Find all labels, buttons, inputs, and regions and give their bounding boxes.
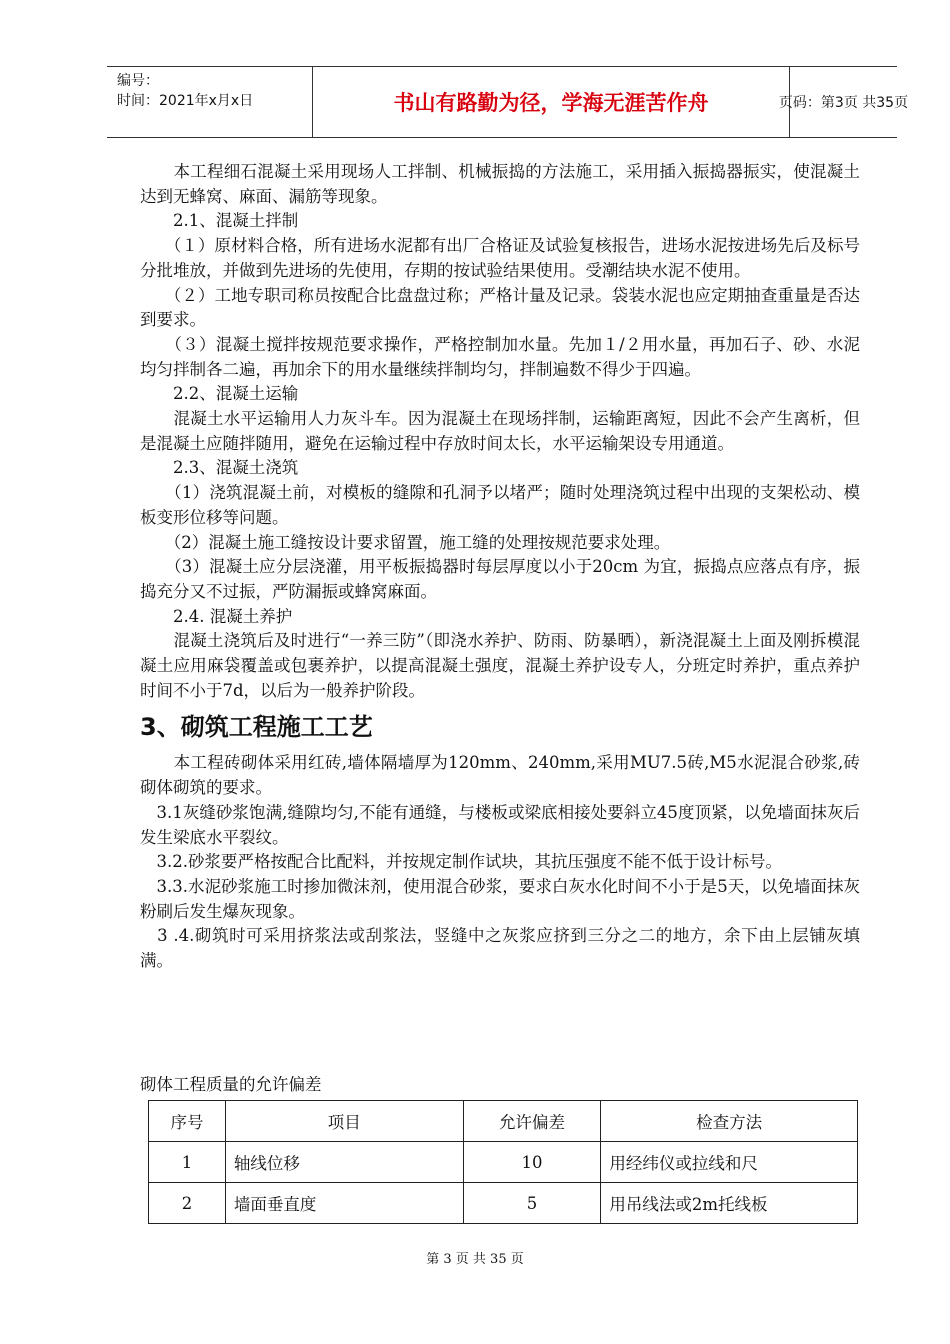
subheading: 2.4. 混凝土养护: [140, 606, 293, 626]
table-cell: 1: [149, 1142, 226, 1183]
paragraph: 混凝土水平运输用人力灰斗车。因为混凝土在现场拌制，运输距离短，因此不会产生离析，但是混凝土应随拌随用，避免在运输过程中存放时间太长，水平运输架设专用通道。: [140, 409, 860, 453]
header-page-info: 页码：第3页 共35页: [778, 95, 909, 111]
code-label: 编号：: [117, 73, 159, 89]
table-header-cell: 允许偏差: [463, 1101, 601, 1142]
paragraph: （3）混凝土应分层浇灌，用平板振捣器时每层厚度以小于20cm 为宜，振捣点应落点有序，振捣充分又不过振，严防漏振或蜂窝麻面。: [140, 557, 860, 601]
table-cell: 5: [463, 1183, 601, 1224]
table-row: [149, 1142, 858, 1183]
table-cell: 轴线位移: [225, 1142, 463, 1183]
section-title: 3、砌筑工程施工工艺: [140, 713, 373, 742]
paragraph: （１）原材料合格，所有进场水泥都有出厂合格证及试验复核报告，进场水泥按进场先后及标号分批堆放，并做到先进场的先使用，存期的按试验结果使用。受潮结块水泥不使用。: [140, 236, 860, 280]
time-label: 时间：2021年x月x日: [117, 93, 254, 109]
paragraph: 3 .4.砌筑时可采用挤浆法或刮浆法，竖缝中之灰浆应挤到三分之二的地方，余下由上层铺灰填满。: [140, 926, 860, 971]
paragraph: 本工程砖砌体采用红砖,墙体隔墙厚为120mm、240mm,采用MU7.5砖,M5水泥混合砂浆,砖砌体砌筑的要求。: [140, 753, 860, 798]
table-cell: 墙面垂直度: [225, 1183, 463, 1224]
table-cell: 10: [463, 1142, 601, 1183]
page-header: [107, 66, 909, 138]
table-row: [149, 1183, 858, 1224]
table-header-cell: 检查方法: [601, 1101, 858, 1142]
paragraph: 本工程细石混凝土采用现场人工拌制、机械振捣的方法施工，采用插入振捣器振实，使混凝土达到无蜂窝、麻面、漏筋等现象。: [140, 162, 860, 206]
tolerance-table: [148, 1100, 858, 1224]
table-cell: 用吊线法或2m托线板: [601, 1183, 858, 1224]
paragraph: （2）混凝土施工缝按设计要求留置，施工缝的处理按规范要求处理。: [140, 532, 671, 552]
paragraph: 3.2.砂浆要严格按配合比配料，并按规定制作试块，其抗压强度不能不低于设计标号。: [140, 852, 782, 872]
table-cell: 用经纬仪或拉线和尺: [601, 1142, 858, 1183]
subheading: 2.3、混凝土浇筑: [140, 458, 299, 478]
header-motto: 书山有路勤为径，学海无涯苦作舟: [312, 67, 790, 137]
document-body: [140, 160, 860, 974]
paragraph: （1）浇筑混凝土前，对模板的缝隙和孔洞予以堵严；随时处理浇筑过程中出现的支架松动、模板变形位移等问题。: [140, 483, 860, 527]
table-caption: 砌体工程质量的允许偏差: [140, 1075, 322, 1094]
table-header-row: [149, 1101, 858, 1142]
paragraph: （３）混凝土搅拌按规范要求操作，严格控制加水量。先加１/２用水量，再加石子、砂、水泥均匀拌制各二遍，再加余下的用水量继续拌制均匀，拌制遍数不得少于四遍。: [140, 334, 860, 379]
paragraph: （２）工地专职司称员按配合比盘盘过称；严格计量及记录。袋装水泥也应定期抽查重量是否达到要求。: [140, 285, 860, 330]
paragraph: 3.3.水泥砂浆施工时掺加微沫剂，使用混合砂浆，要求白灰水化时间不小于是5天，以免墙面抹灰粉刷后发生爆灰现象。: [140, 876, 860, 921]
subheading: 2.1、混凝土拌制: [140, 211, 299, 231]
header-meta: [107, 67, 312, 137]
paragraph: 3.1灰缝砂浆饱满,缝隙均匀,不能有通缝，与楼板或梁底相接处要斜立45度顶紧，以免墙面抹灰后发生梁底水平裂纹。: [140, 802, 860, 847]
subheading: 2.2、混凝土运输: [140, 384, 299, 404]
page-footer: 第 3 页 共 35 页: [426, 1252, 524, 1267]
table-header-cell: 项目: [225, 1101, 463, 1142]
paragraph: 混凝土浇筑后及时进行“一养三防”（即浇水养护、防雨、防暴晒），新浇混凝土上面及刚拆模混凝土应用麻袋覆盖或包裹养护，以提高混凝土强度，混凝土养护设专人，分班定时养护，重点养护时间不小于7d，以后为一般养护阶段。: [140, 631, 860, 700]
table-cell: 2: [149, 1183, 226, 1224]
table-header-cell: 序号: [149, 1101, 226, 1142]
